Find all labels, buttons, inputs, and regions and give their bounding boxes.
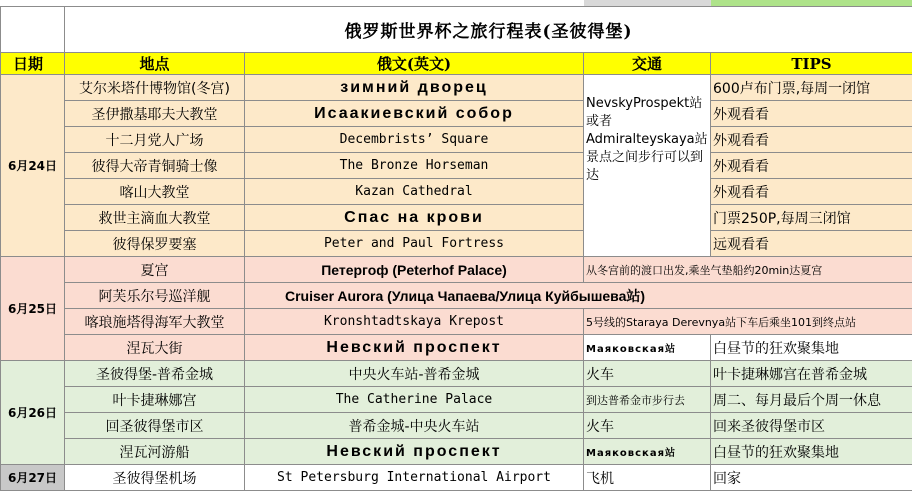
place-cell[interactable]: 喀山大教堂 <box>65 179 245 205</box>
date-cell[interactable]: 6月26日 <box>1 361 65 465</box>
russian-cell[interactable]: Невский проспект <box>245 439 584 465</box>
transport-cell[interactable]: NevskyProspekt站 或者 Admiralteyskaya站 景点之间步行可以到达 <box>584 75 711 257</box>
tips-cell[interactable]: 外观看看 <box>711 153 912 179</box>
table-row <box>1 439 912 465</box>
transport-cell[interactable]: 到达普希金市步行去 <box>584 387 711 413</box>
date-cell[interactable]: 6月27日 <box>1 465 65 491</box>
tips-cell[interactable]: 叶卡捷琳娜宫在普希金城 <box>711 361 912 387</box>
place-cell[interactable]: 叶卡捷琳娜宫 <box>65 387 245 413</box>
header-russian[interactable]: 俄文(英文) <box>245 53 584 75</box>
tips-cell[interactable]: 外观看看 <box>711 127 912 153</box>
header-date[interactable]: 日期 <box>1 53 65 75</box>
place-cell[interactable]: 回圣彼得堡市区 <box>65 413 245 439</box>
russian-cell[interactable]: Спас на крови <box>245 205 584 231</box>
place-cell[interactable]: 阿芙乐尔号巡洋舰 <box>65 283 245 309</box>
header-row <box>1 53 912 75</box>
table-row <box>1 231 912 257</box>
russian-cell[interactable]: зимний дворец <box>245 75 584 101</box>
russian-cell[interactable]: St Petersburg International Airport <box>245 465 584 491</box>
table-row <box>1 465 912 491</box>
transport-cell[interactable]: Маяковская站 <box>584 335 711 361</box>
place-cell[interactable]: 彼得保罗要塞 <box>65 231 245 257</box>
table-row <box>1 309 912 335</box>
transport-cell[interactable]: Маяковская站 <box>584 439 711 465</box>
place-cell[interactable]: 涅瓦大街 <box>65 335 245 361</box>
tips-cell[interactable]: 门票250P,每周三闭馆 <box>711 205 912 231</box>
russian-cell[interactable]: Петергоф (Peterhof Palace) <box>245 257 584 283</box>
table-row <box>1 153 912 179</box>
header-tips[interactable]: TIPS <box>711 53 912 75</box>
date-cell[interactable]: 6月25日 <box>1 257 65 361</box>
russian-cell[interactable]: Cruiser Aurora (Улица Чапаева/Улица Куйбышева站) <box>245 283 912 309</box>
sheet-title[interactable]: 俄罗斯世界杯之旅行程表(圣彼得堡) <box>65 7 912 53</box>
transport-tips-cell[interactable]: 从冬宫前的渡口出发,乘坐气垫船约20min达夏宫 <box>584 257 912 283</box>
russian-cell[interactable]: 中央火车站-普希金城 <box>245 361 584 387</box>
tips-cell[interactable]: 外观看看 <box>711 179 912 205</box>
russian-cell[interactable]: Peter and Paul Fortress <box>245 231 584 257</box>
russian-cell[interactable]: Невский проспект <box>245 335 584 361</box>
table-row <box>1 205 912 231</box>
header-transport[interactable]: 交通 <box>584 53 711 75</box>
transport-cell[interactable]: 火车 <box>584 413 711 439</box>
table-row <box>1 361 912 387</box>
place-cell[interactable]: 夏宫 <box>65 257 245 283</box>
transport-cell[interactable]: 飞机 <box>584 465 711 491</box>
place-cell[interactable]: 十二月党人广场 <box>65 127 245 153</box>
tips-cell[interactable]: 白昼节的狂欢聚集地 <box>711 335 912 361</box>
title-blank-cell[interactable] <box>1 7 65 53</box>
title-row <box>1 7 912 53</box>
tips-cell[interactable]: 回家 <box>711 465 912 491</box>
place-cell[interactable]: 圣彼得堡-普希金城 <box>65 361 245 387</box>
table-row <box>1 179 912 205</box>
date-cell[interactable]: 6月24日 <box>1 75 65 257</box>
tips-cell[interactable]: 白昼节的狂欢聚集地 <box>711 439 912 465</box>
table-row <box>1 127 912 153</box>
table-row <box>1 257 912 283</box>
russian-cell[interactable]: The Catherine Palace <box>245 387 584 413</box>
tips-cell[interactable]: 回来圣彼得堡市区 <box>711 413 912 439</box>
table-row <box>1 283 912 309</box>
tips-cell[interactable]: 外观看看 <box>711 101 912 127</box>
tips-cell[interactable]: 600卢布门票,每周一闭馆 <box>711 75 912 101</box>
russian-cell[interactable]: The Bronze Horseman <box>245 153 584 179</box>
place-cell[interactable]: 救世主滴血大教堂 <box>65 205 245 231</box>
place-cell[interactable]: 圣彼得堡机场 <box>65 465 245 491</box>
table-row <box>1 101 912 127</box>
table-row <box>1 413 912 439</box>
russian-cell[interactable]: Kazan Cathedral <box>245 179 584 205</box>
place-cell[interactable]: 圣伊撒基耶夫大教堂 <box>65 101 245 127</box>
place-cell[interactable]: 彼得大帝青铜骑士像 <box>65 153 245 179</box>
table-row <box>1 75 912 101</box>
place-cell[interactable]: 喀琅施塔得海军大教堂 <box>65 309 245 335</box>
russian-cell[interactable]: 普希金城-中央火车站 <box>245 413 584 439</box>
tips-cell[interactable]: 周二、每月最后个周一休息 <box>711 387 912 413</box>
table-row <box>1 335 912 361</box>
russian-cell[interactable]: Kronshtadtskaya Krepost <box>245 309 584 335</box>
russian-cell[interactable]: Исаакиевский собор <box>245 101 584 127</box>
table-row <box>1 387 912 413</box>
russian-cell[interactable]: Decembrists’ Square <box>245 127 584 153</box>
header-place[interactable]: 地点 <box>65 53 245 75</box>
transport-cell[interactable]: 火车 <box>584 361 711 387</box>
place-cell[interactable]: 涅瓦河游船 <box>65 439 245 465</box>
place-cell[interactable]: 艾尔米塔什博物馆(冬宫) <box>65 75 245 101</box>
transport-tips-cell[interactable]: 5号线的Staraya Derevnya站下车后乘坐101到终点站 <box>584 309 912 335</box>
tips-cell[interactable]: 远观看看 <box>711 231 912 257</box>
